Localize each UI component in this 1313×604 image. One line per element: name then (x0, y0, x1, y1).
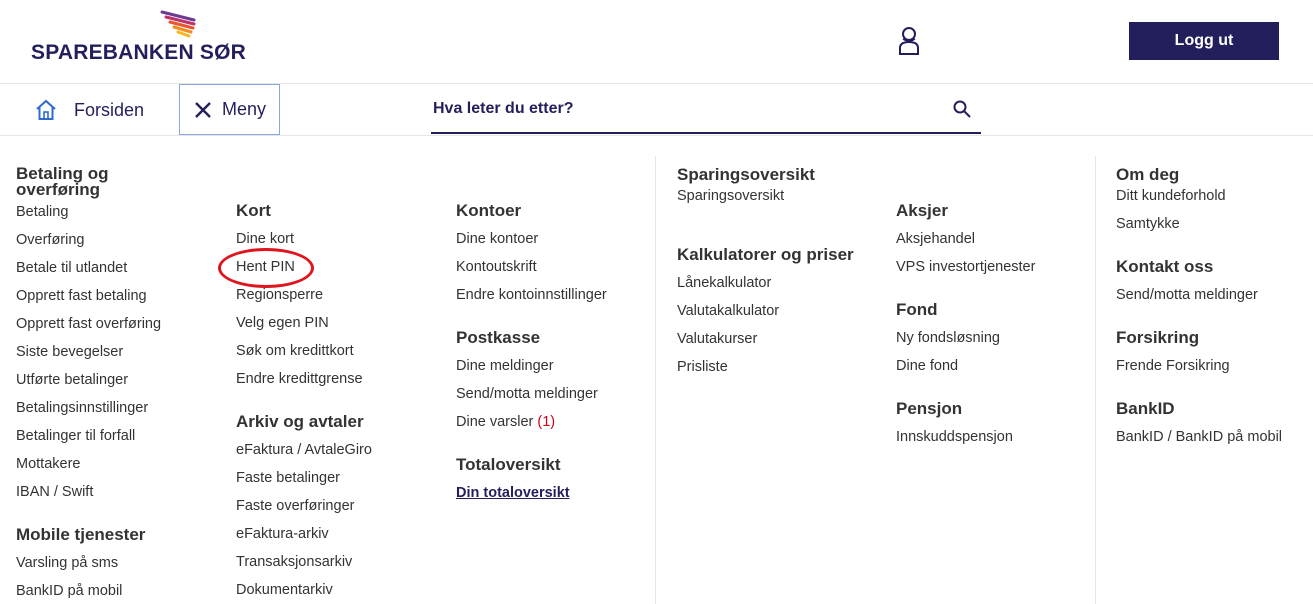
menu-link-kredittkort[interactable]: Søk om kredittkort (236, 343, 354, 359)
menu-link-kontakt-meldinger[interactable]: Send/motta meldinger (1116, 287, 1258, 303)
user-icon[interactable] (897, 26, 921, 56)
menu-link-frende-forsikring[interactable]: Frende Forsikring (1116, 358, 1230, 374)
menu-link-faste-overforinger[interactable]: Faste overføringer (236, 498, 355, 514)
menu-link-ny-fondslosning[interactable]: Ny fondsløsning (896, 330, 1000, 346)
group-title-kontakt: Kontakt oss (1116, 257, 1214, 276)
menu-link-betalingsinnstillinger[interactable]: Betalingsinnstillinger (16, 400, 149, 416)
search-bar (431, 84, 981, 134)
menu-link-hent-pin[interactable]: Hent PIN (236, 259, 295, 275)
group-title-kort: Kort (236, 201, 271, 220)
menu-link-send-motta-meldinger[interactable]: Send/motta meldinger (456, 386, 598, 402)
column-divider (1095, 156, 1096, 604)
group-title-postkasse: Postkasse (456, 328, 541, 347)
menu-link-dokumentarkiv[interactable]: Dokumentarkiv (236, 582, 333, 598)
menu-link-lanekalkulator[interactable]: Lånekalkulator (677, 275, 772, 291)
group-title-forsikring: Forsikring (1116, 328, 1200, 347)
menu-link-sparingsoversikt[interactable]: Sparingsoversikt (677, 188, 785, 204)
home-link[interactable] (36, 98, 144, 122)
group-title-betaling: Betaling og overføring (16, 164, 109, 199)
logout-button[interactable]: Logg ut (1129, 22, 1279, 60)
group-title-bankid: BankID (1116, 399, 1175, 418)
group-title-kontoer: Kontoer (456, 201, 522, 220)
home-label: Forsiden (74, 99, 145, 120)
group-title-mobile: Mobile tjenester (16, 525, 146, 544)
logo-text: SPAREBANKEN SØR (31, 41, 246, 64)
menu-link-betalinger-forfall[interactable]: Betalinger til forfall (16, 428, 136, 444)
menu-link-valutakalkulator[interactable]: Valutakalkulator (677, 303, 780, 319)
menu-link-transaksjonsarkiv[interactable]: Transaksjonsarkiv (236, 554, 353, 570)
notification-count-badge: (1) (537, 414, 556, 430)
search-icon[interactable] (953, 100, 971, 118)
menu-link-dine-meldinger[interactable]: Dine meldinger (456, 358, 554, 374)
menu-link-dine-fond[interactable]: Dine fond (896, 358, 959, 374)
menu-link-samtykke[interactable]: Samtykke (1116, 216, 1180, 232)
menu-link-din-totaloversikt[interactable]: Din totaloversikt (456, 485, 570, 501)
menu-link-betale-utlandet[interactable]: Betale til utlandet (16, 260, 128, 276)
menu-link-ditt-kundeforhold[interactable]: Ditt kundeforhold (1116, 188, 1226, 204)
menu-link-vps-investortjenester[interactable]: VPS investortjenester (896, 259, 1036, 275)
group-title-totaloversikt: Totaloversikt (456, 455, 561, 474)
menu-link-dine-varsler[interactable] (456, 414, 555, 430)
menu-link-efaktura-arkiv[interactable]: eFaktura-arkiv (236, 526, 329, 542)
sparebanken-logo[interactable] (31, 10, 261, 70)
menu-link-dine-kort[interactable]: Dine kort (236, 231, 295, 247)
menu-link-bankid-mobil[interactable]: BankID på mobil (16, 583, 123, 599)
group-title-fond: Fond (896, 300, 938, 319)
menu-link-iban-swift[interactable]: IBAN / Swift (16, 484, 94, 500)
group-title-arkiv: Arkiv og avtaler (236, 412, 364, 431)
menu-link-prisliste[interactable]: Prisliste (677, 359, 728, 375)
menu-link-betaling[interactable]: Betaling (16, 204, 69, 220)
menu-link-faste-betalinger[interactable]: Faste betalinger (236, 470, 340, 486)
menu-link-overforing[interactable]: Overføring (16, 232, 85, 248)
menu-link-regionsperre[interactable]: Regionsperre (236, 287, 324, 303)
menu-link-siste-bevegelser[interactable]: Siste bevegelser (16, 344, 124, 360)
menu-link-dine-varsler-label: Dine varsler (456, 414, 534, 430)
menu-link-aksjehandel[interactable]: Aksjehandel (896, 231, 975, 247)
logo-stripes-icon (158, 10, 198, 40)
menu-link-dine-kontoer[interactable]: Dine kontoer (456, 231, 539, 247)
menu-link-velg-pin[interactable]: Velg egen PIN (236, 315, 329, 331)
home-icon (36, 99, 56, 121)
menu-link-efaktura-avtalegiro[interactable]: eFaktura / AvtaleGiro (236, 442, 372, 458)
menu-link-mottakere[interactable]: Mottakere (16, 456, 81, 472)
group-title-om-deg: Om deg (1116, 165, 1180, 184)
menu-link-kontoinnstillinger[interactable]: Endre kontoinnstillinger (456, 287, 607, 303)
menu-link-fast-betaling[interactable]: Opprett fast betaling (16, 288, 147, 304)
menu-link-fast-overforing[interactable]: Opprett fast overføring (16, 316, 162, 332)
menu-link-varsling-sms[interactable]: Varsling på sms (16, 555, 119, 571)
menu-toggle-button[interactable] (179, 84, 280, 135)
group-title-pensjon: Pensjon (896, 399, 963, 418)
group-title-aksjer: Aksjer (896, 201, 948, 220)
column-divider (655, 156, 656, 604)
group-title-kalkulatorer: Kalkulatorer og priser (677, 245, 854, 264)
menu-link-bankid[interactable]: BankID / BankID på mobil (1116, 429, 1283, 445)
menu-link-kredittgrense[interactable]: Endre kredittgrense (236, 371, 363, 387)
top-header (0, 0, 1313, 84)
close-icon (194, 101, 212, 119)
menu-link-kontoutskrift[interactable]: Kontoutskrift (456, 259, 537, 275)
menu-label: Meny (222, 99, 267, 119)
menu-link-innskuddspensjon[interactable]: Innskuddspensjon (896, 429, 1013, 445)
menu-link-valutakurser[interactable]: Valutakurser (677, 331, 758, 347)
search-input[interactable] (433, 96, 933, 122)
group-title-sparing: Sparingsoversikt (677, 165, 815, 184)
menu-link-utforte-betalinger[interactable]: Utførte betalinger (16, 372, 129, 388)
nav-bar (0, 84, 1313, 136)
